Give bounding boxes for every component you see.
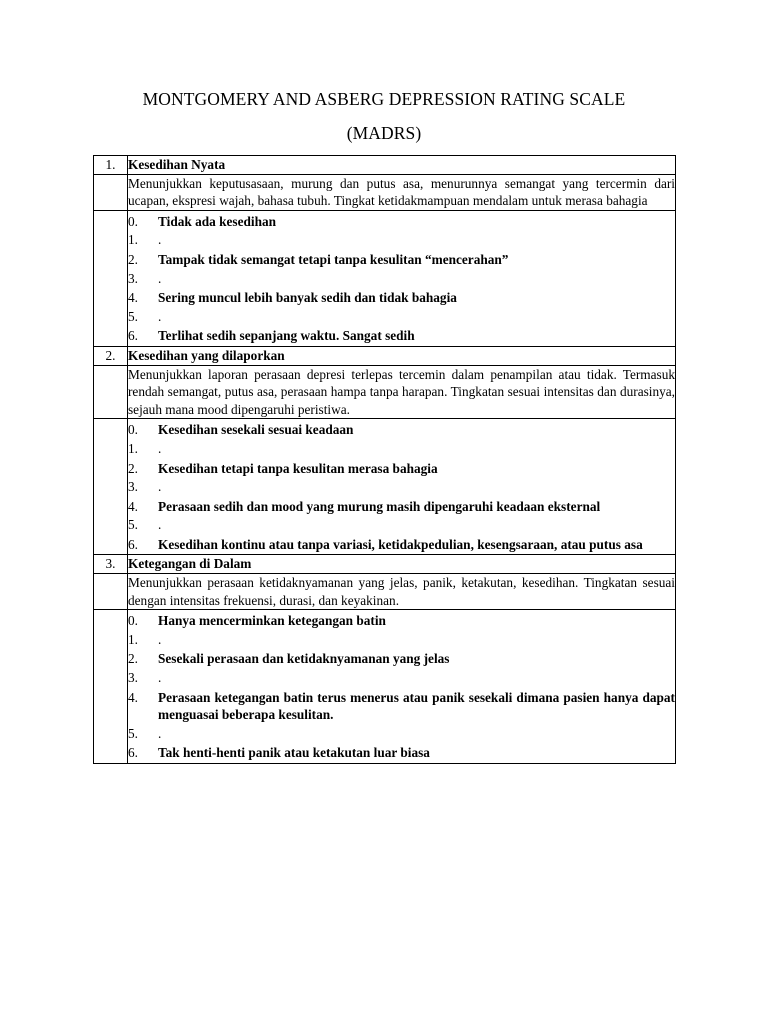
score-number: 5.	[128, 725, 138, 741]
item-description: Menunjukkan laporan perasaan depresi terlepas tercemin dalam penampilan atau tidak. Termasuk rendah semangat, putus asa, perasaan hampa tanpa harapan. Tingkatan sesuai intensitas dan durasinya, sejauh mana mood dipengaruhi peristiwa.	[128, 365, 676, 419]
score-description: Kesedihan sesekali sesuai keadaan	[158, 422, 354, 438]
score-option	[128, 440, 675, 458]
score-description: Tak henti-henti panik atau ketakutan luar biasa	[158, 745, 430, 761]
score-option	[128, 650, 675, 668]
score-number: 4.	[128, 689, 138, 705]
item-heading: Ketegangan di Dalam	[128, 555, 676, 574]
empty-number-cell	[94, 365, 128, 419]
item-number: 3.	[94, 555, 128, 574]
score-option	[128, 536, 675, 554]
item-description-row	[94, 365, 676, 419]
score-option	[128, 460, 675, 478]
score-description: Perasaan sedih dan mood yang murung masih dipengaruhi keadaan eksternal	[158, 498, 601, 514]
item-options	[128, 419, 676, 555]
score-option	[128, 725, 675, 743]
score-option	[128, 289, 675, 307]
empty-number-cell	[94, 419, 128, 555]
score-description: .	[158, 440, 162, 456]
item-options-row	[94, 419, 676, 555]
score-number: 6.	[128, 745, 138, 761]
score-number: 4.	[128, 498, 138, 514]
score-description: Sering muncul lebih banyak sedih dan tidak bahagia	[158, 290, 457, 306]
score-number: 3.	[128, 670, 138, 686]
score-number: 4.	[128, 290, 138, 306]
score-number: 0.	[128, 213, 138, 229]
score-number: 2.	[128, 251, 138, 267]
score-description: .	[158, 479, 162, 495]
score-option	[128, 631, 675, 649]
score-number: 5.	[128, 517, 138, 533]
score-number: 2.	[128, 460, 138, 476]
score-description: Kesedihan tetapi tanpa kesulitan merasa bahagia	[158, 460, 438, 476]
score-number: 3.	[128, 270, 138, 286]
score-number: 2.	[128, 651, 138, 667]
score-option	[128, 498, 675, 516]
score-option	[128, 421, 675, 439]
score-option	[128, 308, 675, 326]
score-description: .	[158, 270, 162, 286]
score-description: Terlihat sedih sepanjang waktu. Sangat sedih	[158, 328, 415, 344]
item-heading: Kesedihan yang dilaporkan	[128, 346, 676, 365]
score-description: .	[158, 517, 162, 533]
score-description: Hanya mencerminkan ketegangan batin	[158, 613, 386, 629]
item-heading: Kesedihan Nyata	[128, 156, 676, 175]
score-number: 3.	[128, 479, 138, 495]
score-description: .	[158, 670, 162, 686]
score-option	[128, 251, 675, 269]
score-number: 1.	[128, 631, 138, 647]
item-heading-row	[94, 346, 676, 365]
score-description: .	[158, 308, 162, 324]
item-options	[128, 610, 676, 764]
document-title: MONTGOMERY AND ASBERG DEPRESSION RATING SCALE	[142, 89, 626, 109]
score-description: .	[158, 725, 162, 741]
score-description: Sesekali perasaan dan ketidaknyamanan yang jelas	[158, 651, 450, 667]
score-option	[128, 231, 675, 249]
score-option	[128, 327, 675, 345]
score-description: Tampak tidak semangat tetapi tanpa kesulitan “mencerahan”	[158, 251, 509, 267]
score-option	[128, 669, 675, 687]
score-option	[128, 689, 675, 724]
madrs-table	[93, 155, 676, 764]
score-number: 1.	[128, 440, 138, 456]
item-heading-row	[94, 156, 676, 175]
item-heading-row	[94, 555, 676, 574]
score-description: .	[158, 232, 162, 248]
item-number: 1.	[94, 156, 128, 175]
empty-number-cell	[94, 210, 128, 346]
score-number: 5.	[128, 308, 138, 324]
item-options-row	[94, 210, 676, 346]
item-description-row	[94, 174, 676, 210]
item-number: 2.	[94, 346, 128, 365]
score-option	[128, 516, 675, 534]
score-description: Kesedihan kontinu atau tanpa variasi, ketidakpedulian, kesengsaraan, atau putus asa	[158, 536, 643, 552]
score-description: .	[158, 631, 162, 647]
score-number: 1.	[128, 232, 138, 248]
score-option	[128, 744, 675, 762]
score-number: 0.	[128, 422, 138, 438]
item-description: Menunjukkan keputusasaan, murung dan putus asa, menurunnya semangat yang tercermin dari ucapan, ekspresi wajah, bahasa tubuh. Tingkat ketidakmampuan mendalam untuk merasa bahagia	[128, 174, 676, 210]
score-description: Tidak ada kesedihan	[158, 213, 277, 229]
item-description-row	[94, 574, 676, 610]
item-options-row	[94, 610, 676, 764]
score-option	[128, 478, 675, 496]
score-description: Perasaan ketegangan batin terus menerus atau panik sesekali dimana pasien hanya dapat menguasai beberapa kesulitan.	[158, 689, 675, 723]
item-description: Menunjukkan perasaan ketidaknyamanan yang jelas, panik, ketakutan, kesedihan. Tingkatan sesuai dengan intensitas frekuensi, durasi, dan keyakinan.	[128, 574, 676, 610]
document-subtitle: (MADRS)	[346, 123, 422, 143]
empty-number-cell	[94, 574, 128, 610]
score-number: 0.	[128, 613, 138, 629]
score-option	[128, 270, 675, 288]
item-options	[128, 210, 676, 346]
score-number: 6.	[128, 328, 138, 344]
score-number: 6.	[128, 536, 138, 552]
score-option	[128, 213, 675, 231]
score-option	[128, 612, 675, 630]
empty-number-cell	[94, 610, 128, 764]
empty-number-cell	[94, 174, 128, 210]
